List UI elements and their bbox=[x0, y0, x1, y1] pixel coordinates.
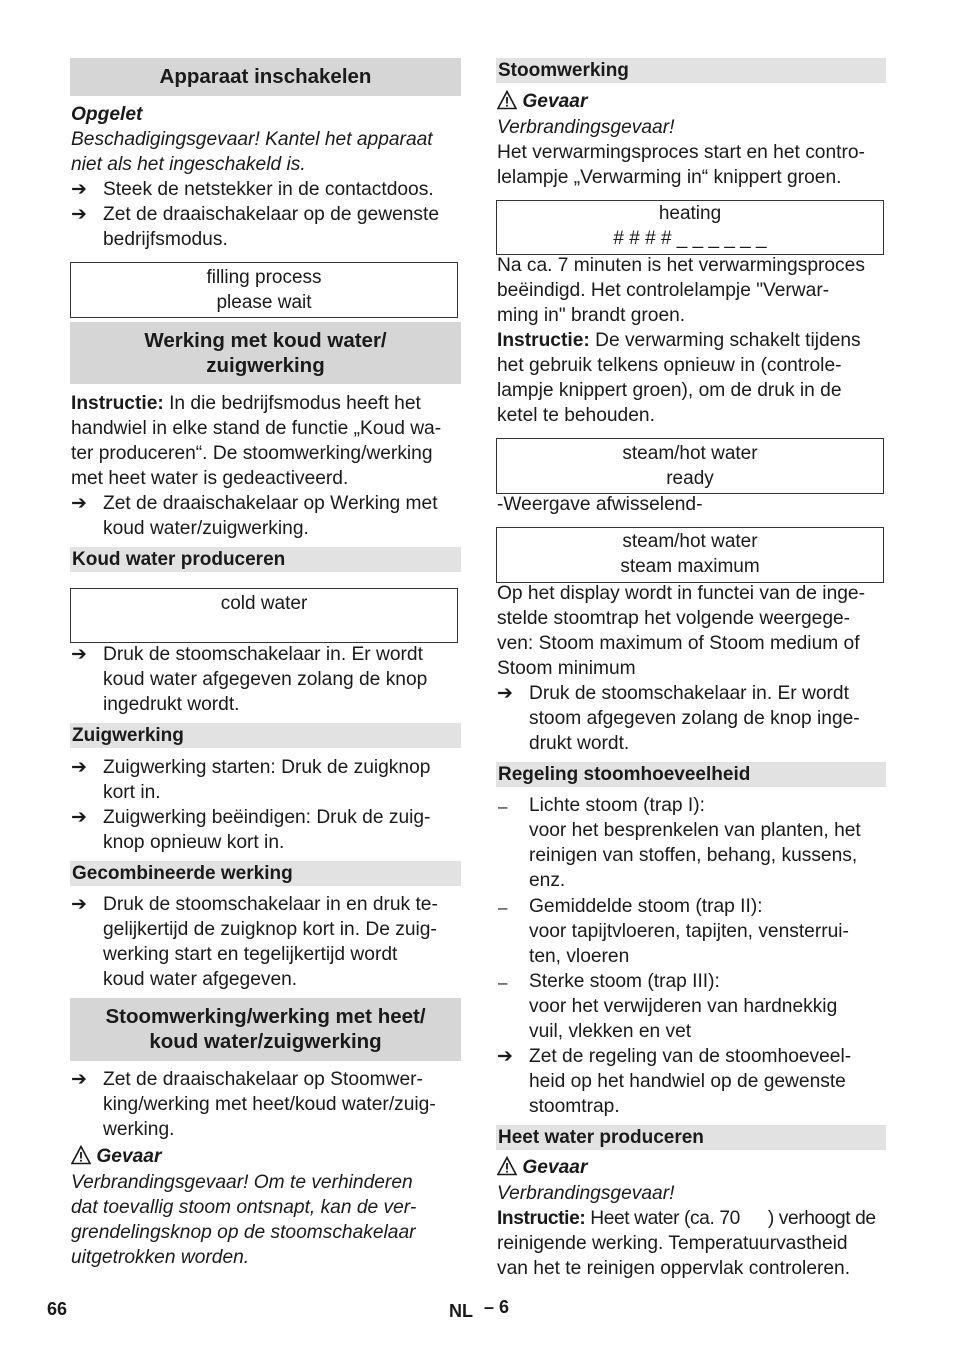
arrow-icon: ➔ bbox=[497, 683, 513, 704]
note2-line3: van het te reinigen oppervlak controleren. bbox=[497, 1258, 851, 1279]
arrow-icon: ➔ bbox=[497, 1046, 513, 1067]
step-stoom-line3: drukt wordt. bbox=[529, 733, 630, 754]
arrow-icon: ➔ bbox=[71, 1069, 87, 1090]
note-line3: lampje knippert groen), om de druk in de bbox=[497, 380, 842, 401]
item-lichte-stoom-line1: Lichte stoom (trap I): bbox=[529, 795, 705, 816]
alternating-label: -Weergave afwisselend- bbox=[497, 494, 703, 515]
step-regeling-line1: Zet de regeling van de stoomhoeveel- bbox=[529, 1046, 852, 1067]
footer-section-page: – 6 bbox=[484, 1297, 510, 1317]
para-verwarming-line2: lelampje „Verwarming in“ knippert groen. bbox=[497, 167, 842, 188]
note-label: Instructie: bbox=[71, 393, 164, 414]
display-line1: heating bbox=[658, 203, 722, 224]
step-stoom-line1: Druk de stoomschakelaar in. Er wordt bbox=[529, 683, 849, 704]
item-gemiddelde-stoom-line3: ten, vloeren bbox=[529, 946, 630, 967]
display-line2: steam maximum bbox=[620, 556, 760, 577]
para-display-line1: Op het display wordt in functei van de inge- bbox=[497, 583, 865, 604]
display-line2: ready bbox=[666, 468, 714, 489]
heading-stoomwerking bbox=[70, 998, 461, 1061]
step-stoomwerking-line2: king/werking met heet/koud water/zuig- bbox=[103, 1094, 436, 1115]
arrow-icon: ➔ bbox=[71, 179, 87, 200]
heading-line2: koud water/zuigwerking bbox=[149, 1030, 382, 1053]
dash-bullet: – bbox=[498, 898, 508, 917]
step-stoomwerking-line1: Zet de draaischakelaar op Stoomwer- bbox=[103, 1069, 423, 1090]
step-draaischakelaar-line2: bedrijfsmodus. bbox=[103, 229, 228, 250]
danger-text: Verbrandingsgevaar! bbox=[497, 1183, 675, 1204]
footer-language: NL bbox=[449, 1301, 473, 1321]
heading-werking-koud-water bbox=[70, 322, 461, 384]
display-filling-process bbox=[70, 262, 458, 318]
danger-text-line1: Verbrandingsgevaar! Om te verhinderen bbox=[71, 1172, 413, 1193]
subheading-zuigwerking: Zuigwerking bbox=[70, 723, 461, 748]
step-combined-line4: koud water afgegeven. bbox=[103, 969, 298, 990]
danger-text-line4: uitgetrokken worden. bbox=[71, 1247, 250, 1268]
step-stoomschakelaar-line3: ingedrukt wordt. bbox=[103, 694, 240, 715]
item-sterke-stoom-line1: Sterke stoom (trap III): bbox=[529, 971, 720, 992]
item-lichte-stoom-line3: reinigen van stoffen, behang, kussens, bbox=[529, 845, 858, 866]
para-7-minuten-line2: beëindigd. Het controlelampje "Verwar- bbox=[497, 280, 830, 301]
step-combined-line3: werking start en tegelijkertijd wordt bbox=[103, 944, 398, 965]
display-heating bbox=[496, 200, 884, 255]
danger-title bbox=[497, 89, 587, 114]
note-text-line1: In die bedrijfsmodus heeft het bbox=[163, 393, 421, 414]
caution-text-line1: Beschadigingsgevaar! Kantel het apparaat bbox=[71, 129, 433, 150]
subheading-stoomwerking: Stoomwerking bbox=[496, 58, 886, 83]
note-text-line1: De verwarming schakelt tijdens bbox=[589, 330, 861, 351]
display-steam-maximum bbox=[496, 527, 884, 583]
item-gemiddelde-stoom-line1: Gemiddelde stoom (trap II): bbox=[529, 896, 763, 917]
note-line4: ketel te behouden. bbox=[497, 405, 655, 426]
para-7-minuten-line3: ming in" brandt groen. bbox=[497, 305, 686, 326]
para-display-line4: Stoom minimum bbox=[497, 658, 636, 679]
step-zuig-stop-line2: knop opnieuw kort in. bbox=[103, 832, 285, 853]
step-stoomschakelaar-line1: Druk de stoomschakelaar in. Er wordt bbox=[103, 644, 423, 665]
step-regeling-line2: heid op het handwiel op de gewenste bbox=[529, 1071, 846, 1092]
step-zuig-stop-line1: Zuigwerking beëindigen: Druk de zuig- bbox=[103, 807, 431, 828]
heading-apparaat-inschakelen: Apparaat inschakelen bbox=[70, 58, 461, 96]
warning-triangle-icon bbox=[497, 90, 517, 110]
note-line4: met heet water is gedeactiveerd. bbox=[71, 468, 349, 489]
danger-text-line2: dat toevallig stoom ontsnapt, kan de ver- bbox=[71, 1197, 417, 1218]
note2-text-line1: Heet water (ca. 70 ) verhoogt de bbox=[585, 1208, 876, 1229]
caution-text-line2: niet als het ingeschakeld is. bbox=[71, 154, 306, 175]
step-combined-line1: Druk de stoomschakelaar in en druk te- bbox=[103, 894, 438, 915]
danger-title-text: Gevaar bbox=[522, 91, 588, 112]
arrow-icon: ➔ bbox=[71, 493, 87, 514]
display-cold-water bbox=[70, 588, 458, 643]
step-stoomschakelaar-line2: koud water afgegeven zolang de knop bbox=[103, 669, 428, 690]
page-number: 66 bbox=[47, 1299, 68, 1319]
arrow-icon: ➔ bbox=[71, 894, 87, 915]
heading-line1: Werking met koud water/ bbox=[144, 329, 387, 352]
note-line3: ter produceren“. De stoomwerking/werking bbox=[71, 443, 433, 464]
note-label: Instructie: bbox=[497, 330, 590, 351]
step-koud-water-line1: Zet de draaischakelaar op Werking met bbox=[103, 493, 438, 514]
display-line1: steam/hot water bbox=[622, 531, 758, 552]
warning-triangle-icon bbox=[497, 1156, 517, 1176]
subheading-regeling-stoomhoeveelheid: Regeling stoomhoeveelheid bbox=[496, 762, 886, 787]
arrow-icon: ➔ bbox=[71, 807, 87, 828]
dash-bullet: – bbox=[498, 973, 508, 992]
note-line2: handwiel in elke stand de functie „Koud wa- bbox=[71, 418, 442, 439]
para-display-line3: ven: Stoom maximum of Stoom medium of bbox=[497, 633, 860, 654]
item-lichte-stoom-line4: enz. bbox=[529, 870, 566, 891]
step-koud-water-line2: koud water/zuigwerking. bbox=[103, 518, 309, 539]
subheading-koud-water-produceren: Koud water produceren bbox=[70, 547, 461, 572]
item-sterke-stoom-line2: voor het verwijderen van hardnekkig bbox=[529, 996, 838, 1017]
step-netstekker: Steek de netstekker in de contactdoos. bbox=[103, 179, 434, 200]
item-sterke-stoom-line3: vuil, vlekken en vet bbox=[529, 1021, 692, 1042]
item-gemiddelde-stoom-line2: voor tapijtvloeren, tapijten, vensterrui- bbox=[529, 921, 849, 942]
display-line1: steam/hot water bbox=[622, 443, 758, 464]
note-line2: het gebruik telkens opnieuw in (controle- bbox=[497, 355, 842, 376]
dash-bullet: – bbox=[498, 797, 508, 816]
heading-line1: Stoomwerking/werking met heet/ bbox=[105, 1005, 426, 1028]
item-lichte-stoom-line2: voor het besprenkelen van planten, het bbox=[529, 820, 861, 841]
danger-title bbox=[497, 1155, 587, 1180]
display-steam-ready bbox=[496, 438, 884, 494]
note-line1 bbox=[71, 391, 421, 416]
caution-title: Opgelet bbox=[71, 104, 143, 125]
step-regeling-line3: stoomtrap. bbox=[529, 1096, 620, 1117]
danger-title-text: Gevaar bbox=[522, 1157, 588, 1178]
step-combined-line2: gelijkertijd de zuigknop kort in. De zuig- bbox=[103, 919, 437, 940]
warning-triangle-icon bbox=[71, 1145, 91, 1165]
display-line1: cold water bbox=[220, 593, 308, 614]
note2-line2: reinigende werking. Temperatuurvastheid bbox=[497, 1233, 848, 1254]
display-line2: please wait bbox=[216, 292, 312, 313]
subheading-heet-water-produceren: Heet water produceren bbox=[496, 1125, 886, 1150]
note-line1 bbox=[497, 328, 861, 353]
note2-label: Instructie: bbox=[497, 1208, 586, 1229]
step-zuig-start-line2: kort in. bbox=[103, 782, 161, 803]
display-line1: filling process bbox=[206, 267, 322, 288]
step-stoomwerking-line3: werking. bbox=[103, 1119, 175, 1140]
step-draaischakelaar-line1: Zet de draaischakelaar op de gewenste bbox=[103, 204, 439, 225]
arrow-icon: ➔ bbox=[71, 644, 87, 665]
step-stoom-line2: stoom afgegeven zolang de knop inge- bbox=[529, 708, 860, 729]
danger-text-line3: grendelingsknop op de stoomschakelaar bbox=[71, 1222, 416, 1243]
arrow-icon: ➔ bbox=[71, 757, 87, 778]
subheading-gecombineerde-werking: Gecombineerde werking bbox=[70, 861, 461, 886]
para-verwarming-line1: Het verwarmingsproces start en het contro- bbox=[497, 142, 865, 163]
arrow-icon: ➔ bbox=[71, 204, 87, 225]
para-display-line2: stelde stoomtrap het volgende weergege- bbox=[497, 608, 851, 629]
heading-line2: zuigwerking bbox=[206, 354, 325, 377]
display-line2: # # # # _ _ _ _ _ _ bbox=[613, 228, 767, 249]
para-7-minuten-line1: Na ca. 7 minuten is het verwarmingsproces bbox=[497, 255, 865, 276]
danger-text: Verbrandingsgevaar! bbox=[497, 117, 675, 138]
danger-title-text: Gevaar bbox=[96, 1146, 162, 1167]
step-zuig-start-line1: Zuigwerking starten: Druk de zuigknop bbox=[103, 757, 431, 778]
note2-line1 bbox=[497, 1206, 876, 1231]
danger-title bbox=[71, 1144, 161, 1169]
